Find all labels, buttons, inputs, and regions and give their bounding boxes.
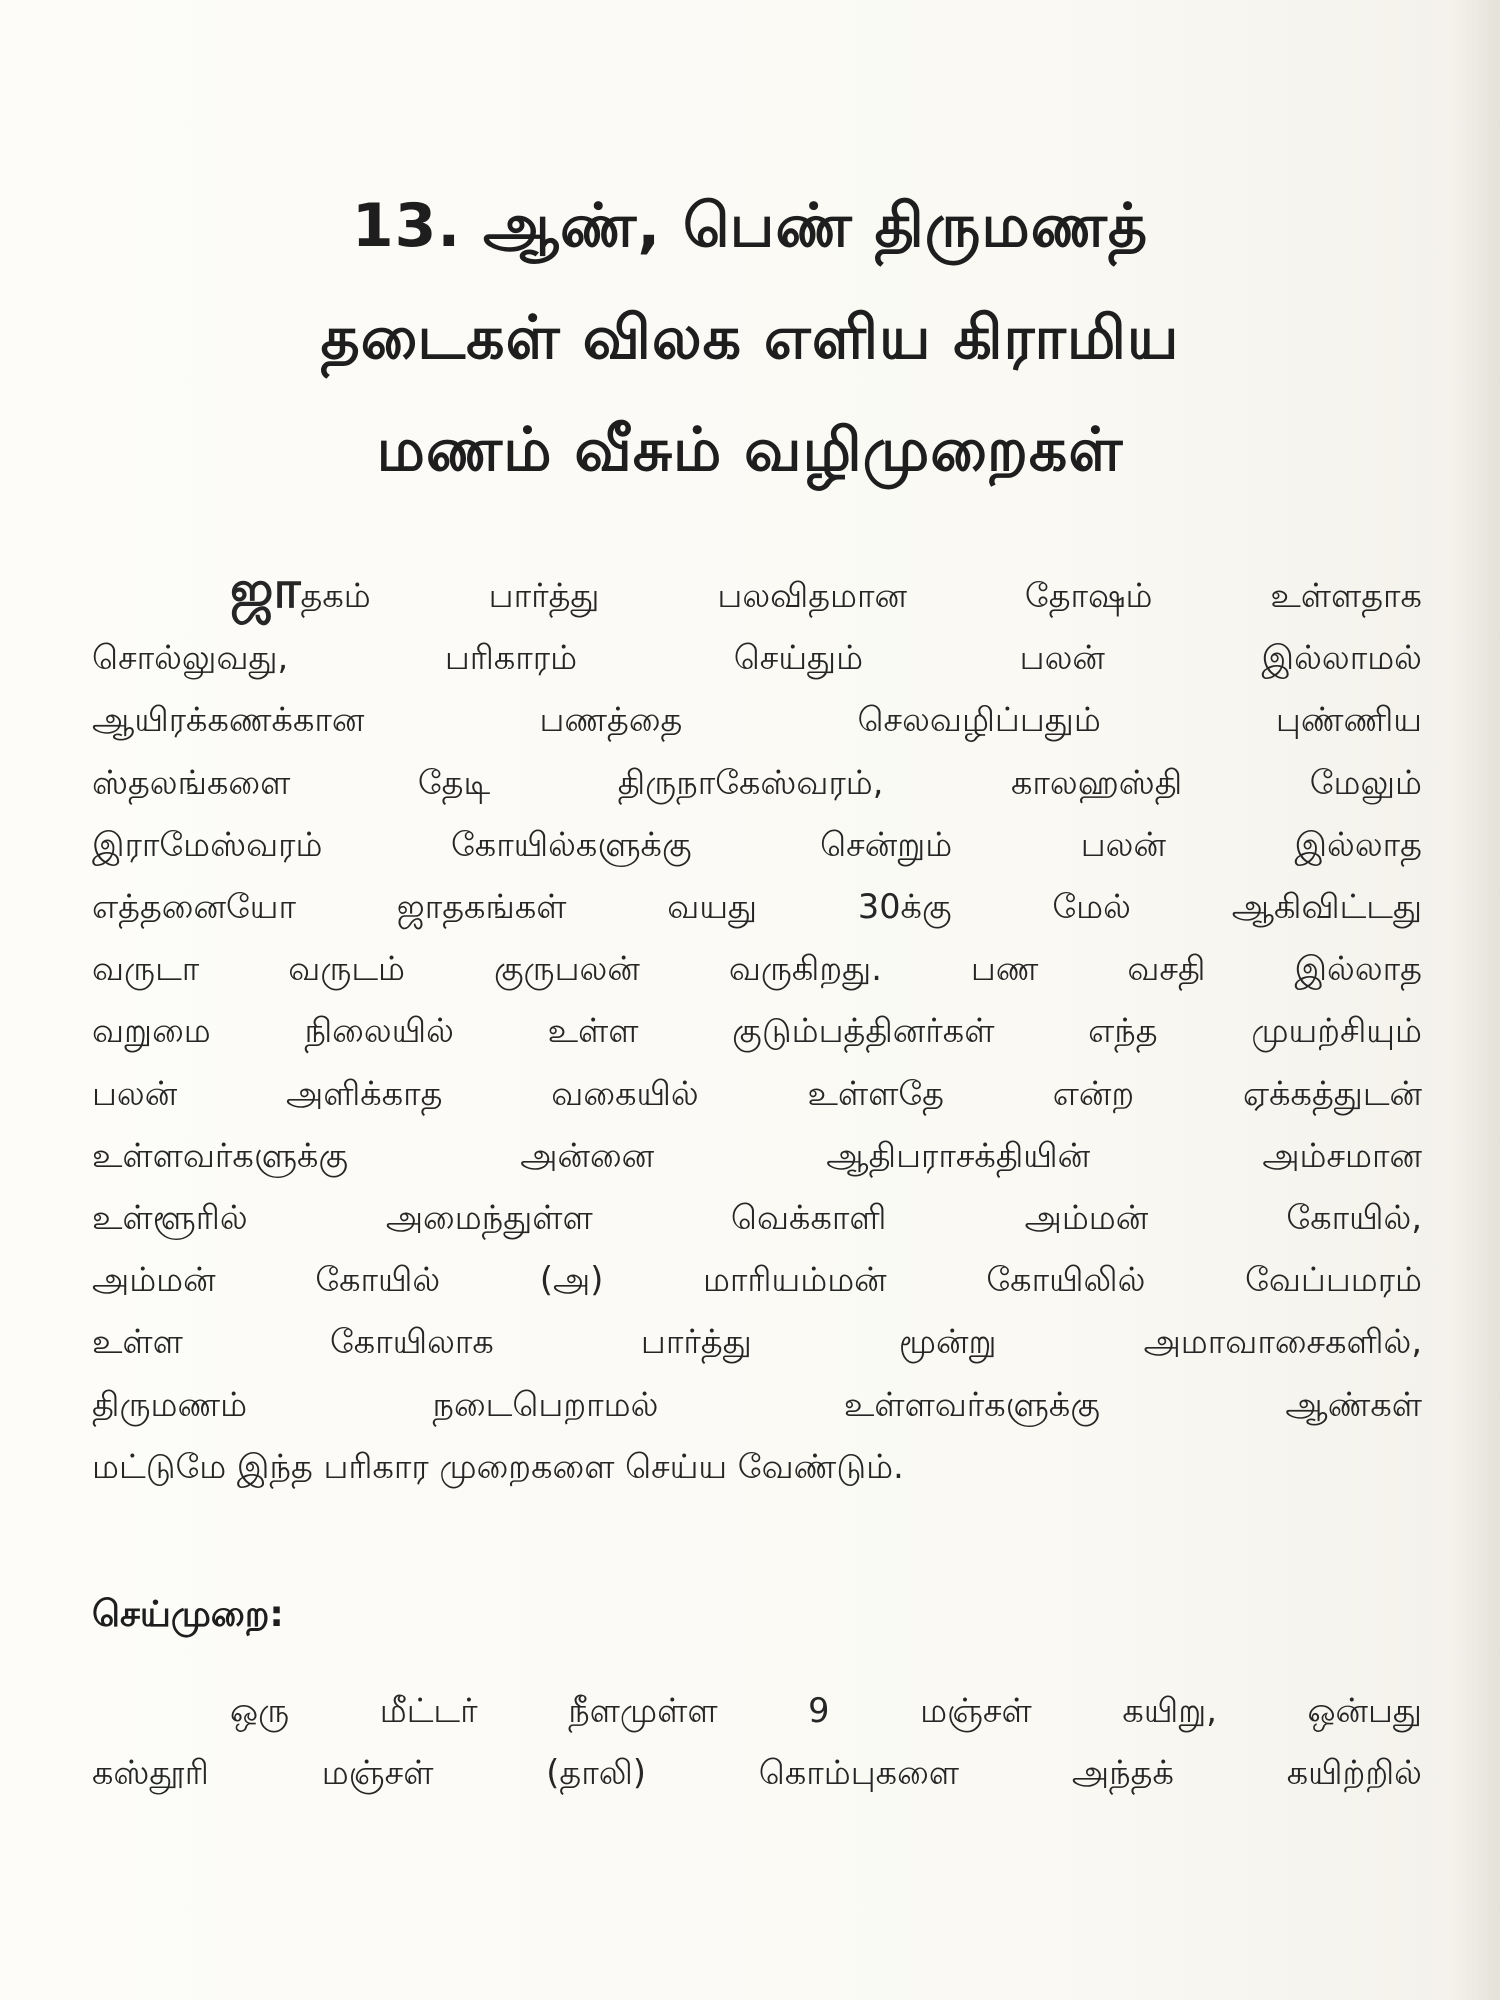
intro-paragraph	[92, 565, 1422, 1498]
paragraph-line: உள்ள கோயிலாக பார்த்து மூன்று அமாவாசைகளில்,	[92, 1322, 1422, 1362]
chapter-title	[120, 170, 1380, 506]
paragraph-line: ஸ்தலங்களை தேடி திருநாகேஸ்வரம், காலஹஸ்தி மேலும்	[92, 762, 1422, 802]
paragraph-line: இராமேஸ்வரம் கோயில்களுக்கு சென்றும் பலன் இல்லாத	[92, 824, 1422, 864]
paragraph-line-text: தகம் பார்த்து பலவிதமான தோஷம் உள்ளதாக	[300, 576, 1422, 615]
paragraph-line: வறுமை நிலையில் உள்ள குடும்பத்தினர்கள் எந்த முயற்சியும்	[92, 1011, 1422, 1051]
paragraph-line: ஒரு மீட்டர் நீளமுள்ள 9 மஞ்சள் கயிறு, ஒன்பது	[230, 1691, 1422, 1730]
procedure-paragraph	[92, 1680, 1422, 1804]
chapter-title-line: 13. ஆண், பெண் திருமணத்	[351, 191, 1149, 261]
page-edge-shadow	[1452, 0, 1500, 2000]
chapter-title-line: தடைகள் விலக எளிய கிராமிய	[320, 303, 1180, 373]
paragraph-line: பலன் அளிக்காத வகையில் உள்ளதே என்ற ஏக்கத்துடன்	[92, 1073, 1422, 1113]
paragraph-line: சொல்லுவது, பரிகாரம் செய்தும் பலன் இல்லாமல்	[92, 638, 1422, 678]
paragraph-line: திருமணம் நடைபெறாமல் உள்ளவர்களுக்கு ஆண்கள்	[92, 1384, 1422, 1424]
paragraph-line: எத்தனையோ ஜாதகங்கள் வயது 30க்கு மேல் ஆகிவிட்டது	[92, 887, 1422, 927]
paragraph-line: அம்மன் கோயில் (அ) மாரியம்மன் கோயிலில் வேப்பமரம்	[92, 1260, 1422, 1300]
procedure-heading: செய்முறை:	[92, 1594, 284, 1635]
paragraph-line: ஆயிரக்கணக்கான பணத்தை செலவழிப்பதும் புண்ணிய	[92, 700, 1422, 740]
drop-cap: ஜா	[230, 565, 301, 620]
paragraph-line: கஸ்தூரி மஞ்சள் (தாலி) கொம்புகளை அந்தக் கயிற்றில்	[92, 1753, 1422, 1793]
paragraph-line: வருடா வருடம் குருபலன் வருகிறது. பண வசதி இல்லாத	[92, 949, 1422, 989]
chapter-title-line: மணம் வீசும் வழிமுறைகள்	[376, 415, 1124, 485]
paragraph-line: உள்ளூரில் அமைந்துள்ள வெக்காளி அம்மன் கோயில்,	[92, 1198, 1422, 1238]
paragraph-line: மட்டுமே இந்த பரிகார முறைகளை செய்ய வேண்டும்.	[92, 1446, 904, 1486]
paragraph-line	[92, 565, 1422, 627]
paragraph-line: உள்ளவர்களுக்கு அன்னை ஆதிபராசக்தியின் அம்சமான	[92, 1135, 1422, 1175]
